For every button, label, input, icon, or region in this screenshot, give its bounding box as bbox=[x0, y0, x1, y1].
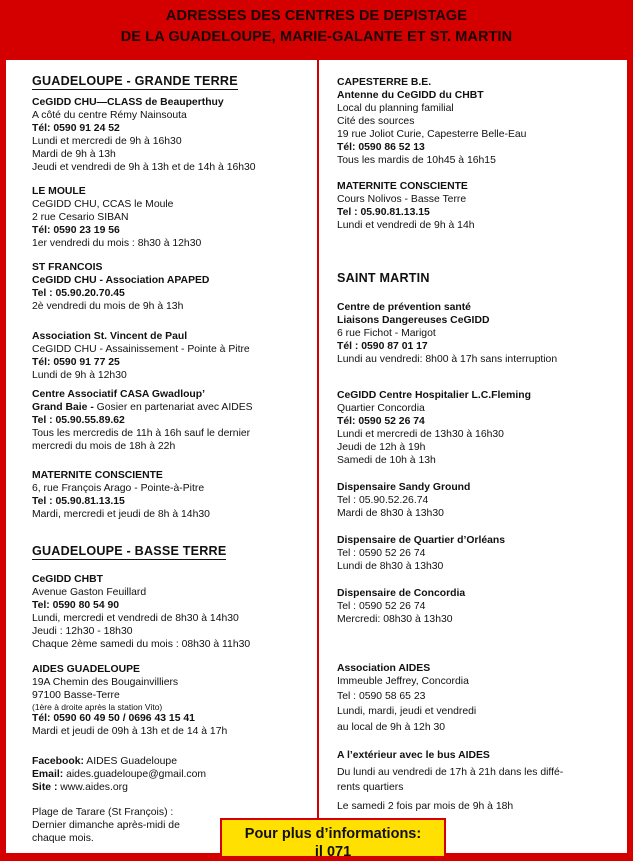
phone-line: Tél: 0590 91 24 52 bbox=[32, 123, 120, 134]
centre-name: Association St. Vincent de Paul bbox=[32, 331, 188, 342]
centre-name: CeGIDD CHU, CCAS le Moule bbox=[32, 199, 174, 210]
hours-line: Jeudi de 12h à 19h bbox=[337, 442, 426, 453]
hours-line: Lundi au vendredi: 8h00 à 17h sans interruption bbox=[337, 354, 558, 365]
hours-line: Jeudi : 12h30 - 18h30 bbox=[32, 626, 133, 637]
centre-concordia bbox=[337, 587, 622, 626]
centre-name: CeGIDD CHU—CLASS de Beauperthuy bbox=[32, 97, 224, 108]
phone-line: Tel : 05.90.52.26.74 bbox=[337, 495, 429, 506]
hours-line: Mardi de 9h à 13h bbox=[32, 149, 116, 160]
contact-block bbox=[32, 755, 314, 794]
partner-text: Gosier en partenariat avec AIDES bbox=[96, 402, 253, 413]
phone-line: Tél: 0590 60 49 50 / 0696 43 15 41 bbox=[32, 713, 195, 724]
town-name: ST FRANCOIS bbox=[32, 262, 103, 273]
email-value: aides.guadeloupe@gmail.com bbox=[63, 769, 207, 780]
hours-line: Jeudi et vendredi de 9h à 13h et de 14h à 16h30 bbox=[32, 162, 256, 173]
centre-quartier-orleans bbox=[337, 534, 622, 573]
centre-aides-guadeloupe bbox=[32, 663, 314, 738]
header-title-line2: DE LA GUADELOUPE, MARIE-GALANTE ET ST. MARTIN bbox=[120, 29, 513, 45]
centre-le-moule bbox=[32, 185, 314, 250]
hours-line: mercredi du mois de 18h à 22h bbox=[32, 441, 176, 452]
centre-prevention-sante bbox=[337, 301, 622, 366]
hours-line: Mercredi: 08h30 à 13h30 bbox=[337, 614, 453, 625]
hours-line: Lundi, mercredi et vendredi de 8h30 à 14h30 bbox=[32, 613, 239, 624]
section-title-basse-terre: GUADELOUPE - BASSE TERRE bbox=[32, 544, 227, 558]
section-title-grande-terre: GUADELOUPE - GRANDE TERRE bbox=[32, 74, 238, 88]
centre-name: Centre de prévention santé bbox=[337, 302, 471, 313]
email-label: Email: bbox=[32, 769, 64, 780]
bus-aides-block bbox=[337, 749, 622, 813]
centre-name: MATERNITE CONSCIENTE bbox=[337, 181, 468, 192]
centre-name: CeGIDD Centre Hospitalier L.C.Fleming bbox=[337, 390, 531, 401]
address-line: 19A Chemin des Bougainvilliers bbox=[32, 677, 179, 688]
centre-name: MATERNITE CONSCIENTE bbox=[32, 470, 163, 481]
hours-line: chaque mois. bbox=[32, 833, 94, 844]
hours-line: Mardi de 8h30 à 13h30 bbox=[337, 508, 444, 519]
phone-line: Tel : 0590 58 65 23 bbox=[337, 691, 426, 702]
centre-capesterre bbox=[337, 76, 622, 167]
centre-sandy-ground bbox=[337, 481, 622, 520]
hours-line: Lundi de 8h30 à 13h30 bbox=[337, 561, 444, 572]
address-line: 6 rue Fichot - Marigot bbox=[337, 328, 436, 339]
hours-line: Tous les mardis de 10h45 à 16h15 bbox=[337, 155, 496, 166]
content-panel bbox=[6, 60, 627, 853]
address-line: Immeuble Jeffrey, Concordia bbox=[337, 676, 469, 687]
centre-maternite bbox=[32, 469, 314, 521]
facebook-value: AIDES Guadeloupe bbox=[83, 756, 177, 767]
header-title-line1: ADRESSES DES CENTRES DE DEPISTAGE bbox=[165, 8, 468, 24]
centre-name: Dispensaire Sandy Ground bbox=[337, 482, 471, 493]
address-line bbox=[32, 401, 314, 414]
phone-line: Tél: 0590 91 77 25 bbox=[32, 357, 120, 368]
centre-name: Dispensaire de Quartier d’Orléans bbox=[337, 535, 506, 546]
hours-line: Mardi, mercredi et jeudi de 8h à 14h30 bbox=[32, 509, 210, 520]
centre-name: Association AIDES bbox=[337, 663, 431, 674]
centre-beauperthuy bbox=[32, 96, 314, 174]
centre-name: Dispensaire de Concordia bbox=[337, 588, 466, 599]
hours-line: Chaque 2ème samedi du mois : 08h30 à 11h30 bbox=[32, 639, 251, 650]
centre-name: CeGIDD CHU - Association APAPED bbox=[32, 275, 210, 286]
hours-line: Du lundi au vendredi de 17h à 21h dans les diffé- bbox=[337, 767, 564, 778]
address-line: Cours Nolivos - Basse Terre bbox=[337, 194, 467, 205]
address-note: (1ère à droite après la station Vito) bbox=[32, 702, 163, 712]
centre-name: A l’extérieur avec le bus AIDES bbox=[337, 750, 490, 761]
centre-name: CeGIDD CHU - Assainissement - Pointe à Pitre bbox=[32, 344, 250, 355]
hours-line: rents quartiers bbox=[337, 782, 404, 793]
hours-line: Mardi et jeudi de 09h à 13h et de 14 à 17h bbox=[32, 726, 228, 737]
centre-chbt bbox=[32, 573, 314, 651]
town-name: CAPESTERRE B.E. bbox=[337, 77, 432, 88]
address-line: 19 rue Joliot Curie, Capesterre Belle-Eau bbox=[337, 129, 527, 140]
centre-st-vincent bbox=[32, 330, 314, 382]
hours-line: 2è vendredi du mois de 9h à 13h bbox=[32, 301, 184, 312]
centre-casa bbox=[32, 388, 314, 453]
town-name: LE MOULE bbox=[32, 186, 86, 197]
section-title-saint-martin: SAINT MARTIN bbox=[337, 271, 430, 285]
phone-line: Tél: 0590 86 52 13 bbox=[337, 142, 425, 153]
phone-line: Tél : 0590 87 01 17 bbox=[337, 341, 428, 352]
column-divider bbox=[317, 60, 319, 853]
hours-line: Lundi et mercredi de 9h à 16h30 bbox=[32, 136, 182, 147]
address-line: Local du planning familial bbox=[337, 103, 454, 114]
facebook-label: Facebook: bbox=[32, 756, 84, 767]
phone-line: Tel : 0590 52 26 74 bbox=[337, 548, 426, 559]
address-line: 97100 Basse-Terre bbox=[32, 690, 120, 701]
centre-st-francois bbox=[32, 261, 314, 313]
hours-line: au local de 9h à 12h 30 bbox=[337, 722, 446, 733]
centre-name: Liaisons Dangereuses CeGIDD bbox=[337, 315, 490, 326]
email-line bbox=[32, 768, 314, 781]
address-line: Avenue Gaston Feuillard bbox=[32, 587, 147, 598]
phone-line: Tél: 0590 52 26 74 bbox=[337, 416, 425, 427]
address-line: 6, rue François Arago - Pointe-à-Pitre bbox=[32, 483, 205, 494]
facebook-line bbox=[32, 755, 314, 768]
centre-name: AIDES GUADELOUPE bbox=[32, 664, 140, 675]
phone-line: Tel : 0590 52 26 74 bbox=[337, 601, 426, 612]
info-box-title: Pour plus d’informations: bbox=[244, 826, 422, 842]
address-line: 2 rue Cesario SIBAN bbox=[32, 212, 129, 223]
phone-line: Tel: 0590 80 54 90 bbox=[32, 600, 120, 611]
site-value: www.aides.org bbox=[57, 782, 128, 793]
phone-line: Tel : 05.90.81.13.15 bbox=[32, 496, 125, 507]
hours-line: Samedi de 10h à 13h bbox=[337, 455, 436, 466]
hours-line: Le samedi 2 fois par mois de 9h à 18h bbox=[337, 801, 514, 812]
site-label: Site : bbox=[32, 782, 58, 793]
page-header bbox=[0, 0, 633, 60]
phone-line: Tel : 05.90.55.89.62 bbox=[32, 415, 125, 426]
town-name: Grand Baie - bbox=[32, 402, 97, 413]
phone-line: Tel : 05.90.20.70.45 bbox=[32, 288, 125, 299]
address-line: Cité des sources bbox=[337, 116, 415, 127]
hours-line: Dernier dimanche après-midi de bbox=[32, 820, 180, 831]
hours-line: Lundi et vendredi de 9h à 14h bbox=[337, 220, 475, 231]
phone-line: Tél: 0590 23 19 56 bbox=[32, 225, 120, 236]
centre-maternite-basse-terre bbox=[337, 180, 622, 232]
location-line: Plage de Tarare (St François) : bbox=[32, 807, 174, 818]
centre-aides-saint-martin bbox=[337, 662, 622, 734]
info-box-phone-partial: il 071 bbox=[314, 844, 352, 860]
centre-name: Antenne du CeGIDD du CHBT bbox=[337, 90, 484, 101]
centre-fleming bbox=[337, 389, 622, 467]
more-info-box bbox=[220, 818, 446, 858]
hours-line: Lundi, mardi, jeudi et vendredi bbox=[337, 706, 477, 717]
centre-name: CeGIDD CHBT bbox=[32, 574, 104, 585]
hours-line: 1er vendredi du mois : 8h30 à 12h30 bbox=[32, 238, 202, 249]
address-line: A côté du centre Rémy Nainsouta bbox=[32, 110, 187, 121]
hours-line: Lundi et mercredi de 13h30 à 16h30 bbox=[337, 429, 504, 440]
phone-line: Tel : 05.90.81.13.15 bbox=[337, 207, 430, 218]
address-line: Quartier Concordia bbox=[337, 403, 425, 414]
hours-line: Lundi de 9h à 12h30 bbox=[32, 370, 127, 381]
hours-line: Tous les mercredis de 11h à 16h sauf le dernier bbox=[32, 428, 251, 439]
centre-name: Centre Associatif CASA Gwadloup’ bbox=[32, 389, 206, 400]
site-line bbox=[32, 781, 314, 794]
